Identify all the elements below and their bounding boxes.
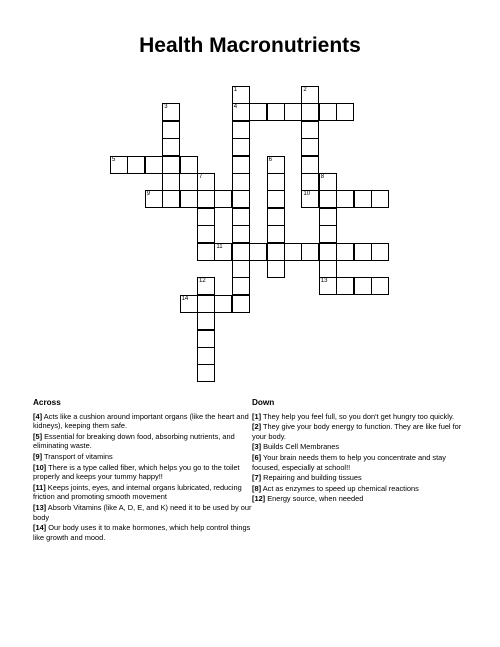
clue-number: [10] [33,462,47,472]
across-clue [33,432,255,451]
grid-cell[interactable] [162,190,180,208]
grid-cell[interactable] [180,190,198,208]
across-clue [33,483,255,502]
grid-cell[interactable] [267,243,285,261]
grid-cell[interactable] [197,312,215,330]
grid-cell[interactable] [267,208,285,226]
across-clue [33,523,255,542]
grid-cell[interactable] [232,86,250,104]
grid-cell[interactable] [354,243,372,261]
clue-text: They give your body energy to function. They are like fuel for your body. [252,422,462,441]
grid-cell[interactable] [197,364,215,382]
grid-cell[interactable] [301,121,319,139]
clue-text: Your brain needs them to help you concentrate and stay focused, especially at school!! [252,452,446,472]
clue-number: [1] [252,411,262,421]
clue-number: [5] [33,431,43,441]
grid-cell[interactable] [336,103,354,121]
grid-cell[interactable] [354,277,372,295]
across-clue [33,452,255,462]
grid-cell[interactable] [197,208,215,226]
grid-cell[interactable] [319,225,337,243]
clue-number: [7] [252,473,262,483]
grid-cell[interactable] [232,173,250,191]
clue-text: Our body uses it to make hormones, which help control things like growth and mood. [33,523,251,542]
grid-cell[interactable] [162,173,180,191]
grid-cell[interactable] [127,156,145,174]
grid-cell[interactable] [180,156,198,174]
grid-cell[interactable] [336,243,354,261]
clue-number-label: 4 [233,104,238,111]
clue-number: [2] [252,422,262,432]
grid-cell[interactable] [267,225,285,243]
clue-number-label: 8 [320,174,325,180]
grid-cell[interactable] [197,243,215,261]
grid-cell[interactable] [319,243,337,261]
grid-cell[interactable] [232,243,250,261]
grid-cell[interactable] [232,277,250,295]
clue-number: [14] [33,523,47,533]
grid-cell[interactable] [162,103,180,121]
down-clue [252,473,466,483]
clue-number-label: 2 [303,87,307,93]
grid-cell[interactable] [301,243,319,261]
grid-cell[interactable] [249,243,267,261]
clue-number-label: 3 [164,104,168,111]
grid-cell[interactable] [145,190,163,208]
clue-text: Transport of vitamins [42,451,113,461]
clue-text: Act as enzymes to speed up chemical reactions [261,483,419,493]
grid-cell[interactable] [319,103,337,121]
grid-cell[interactable] [354,190,372,208]
clue-number-label: 5 [112,156,116,163]
grid-cell[interactable] [319,277,337,295]
grid-cell[interactable] [301,103,319,121]
grid-cell[interactable] [197,295,215,313]
grid-cell[interactable] [301,138,319,156]
across-clue-list [33,412,255,543]
clue-number: [3] [252,442,262,452]
grid-cell[interactable] [319,173,337,191]
clue-number-label: 9 [146,191,151,198]
clue-text: Builds Cell Membranes [261,442,340,452]
down-clue [252,412,466,422]
clue-number-label: 11 [216,243,223,250]
grid-cell[interactable] [162,138,180,156]
grid-cell[interactable] [145,156,163,174]
across-clues [33,398,255,543]
clue-number-label: 12 [199,278,206,285]
grid-cell[interactable] [232,208,250,226]
grid-cell[interactable] [319,260,337,278]
grid-cell[interactable] [232,103,250,121]
grid-cell[interactable] [319,190,337,208]
down-clue [252,442,466,452]
grid-cell[interactable] [319,208,337,226]
grid-cell[interactable] [110,156,128,174]
clue-number-label: 10 [303,191,311,198]
puzzle-title: Health Macronutrients [139,34,361,57]
clue-text: Acts like a cushion around important organs (like the heart and kidneys), keeping them safe. [33,411,249,431]
clue-number: [9] [33,451,43,461]
grid-cell[interactable] [214,295,232,313]
grid-cell[interactable] [371,243,389,261]
grid-cell[interactable] [301,173,319,191]
grid-cell[interactable] [267,156,285,174]
clue-number: [4] [33,411,43,421]
grid-cell[interactable] [214,190,232,208]
across-clue [33,412,255,431]
clue-number: [12] [252,494,266,504]
clue-number: [13] [33,502,47,512]
grid-cell[interactable] [197,173,215,191]
grid-cell[interactable] [197,190,215,208]
clue-number-label: 13 [320,278,328,285]
grid-cell[interactable] [197,225,215,243]
down-clue-list [252,412,466,504]
grid-cell[interactable] [232,156,250,174]
grid-cell[interactable] [162,156,180,174]
grid-cell[interactable] [371,190,389,208]
down-clue [252,453,466,472]
grid-cell[interactable] [371,277,389,295]
grid-cell[interactable] [232,190,250,208]
across-heading: Across [33,398,61,407]
grid-cell[interactable] [267,190,285,208]
grid-cell[interactable] [232,138,250,156]
grid-cell[interactable] [232,225,250,243]
clue-number: [6] [252,452,262,462]
across-clue [33,503,255,522]
clue-text: Essential for breaking down food, absorbing nutrients, and eliminating waste. [33,431,235,451]
clue-text: Repairing and building tissues [261,473,362,483]
grid-cell[interactable] [232,121,250,139]
grid-cell[interactable] [336,277,354,295]
down-clue [252,484,466,494]
down-clues [252,398,466,505]
clue-number-label: 14 [181,295,189,302]
grid-cell[interactable] [284,103,302,121]
grid-cell[interactable] [301,156,319,174]
clue-text: They help you feel full, so you don't get hungry too quickly. [261,411,455,421]
grid-cell[interactable] [232,260,250,278]
grid-cell[interactable] [301,86,319,104]
clue-text: Energy source, when needed [265,494,364,504]
grid-cell[interactable] [249,103,267,121]
grid-cell[interactable] [267,260,285,278]
grid-cell[interactable] [197,347,215,365]
grid-cell[interactable] [232,295,250,313]
grid-cell[interactable] [267,103,285,121]
clue-text: Keeps joints, eyes, and internal organs lubricated, reducing friction and promoting smooth movement [33,482,242,502]
clue-number: [11] [33,482,46,492]
grid-cell[interactable] [162,121,180,139]
clue-number-label: 6 [268,156,272,163]
grid-cell[interactable] [284,243,302,261]
grid-cell[interactable] [301,190,319,208]
grid-cell[interactable] [180,295,198,313]
clue-number-label: 1 [233,87,238,93]
clue-text: There is a type called fiber, which helps you go to the toilet properly and keeps your tummy happy!! [33,462,240,482]
clue-text: Absorb Vitamins (like A, D, E, and K) need it to be used by our body [33,502,252,522]
down-clue [252,494,466,504]
grid-cell[interactable] [197,330,215,348]
across-clue [33,463,255,482]
down-clue [252,422,466,441]
grid-cell[interactable] [336,190,354,208]
grid-cell[interactable] [267,173,285,191]
clue-number: [8] [252,483,262,493]
clue-number-label: 7 [199,174,203,180]
grid-cell[interactable] [197,277,215,295]
grid-cell[interactable] [214,243,232,261]
down-heading: Down [252,398,275,407]
